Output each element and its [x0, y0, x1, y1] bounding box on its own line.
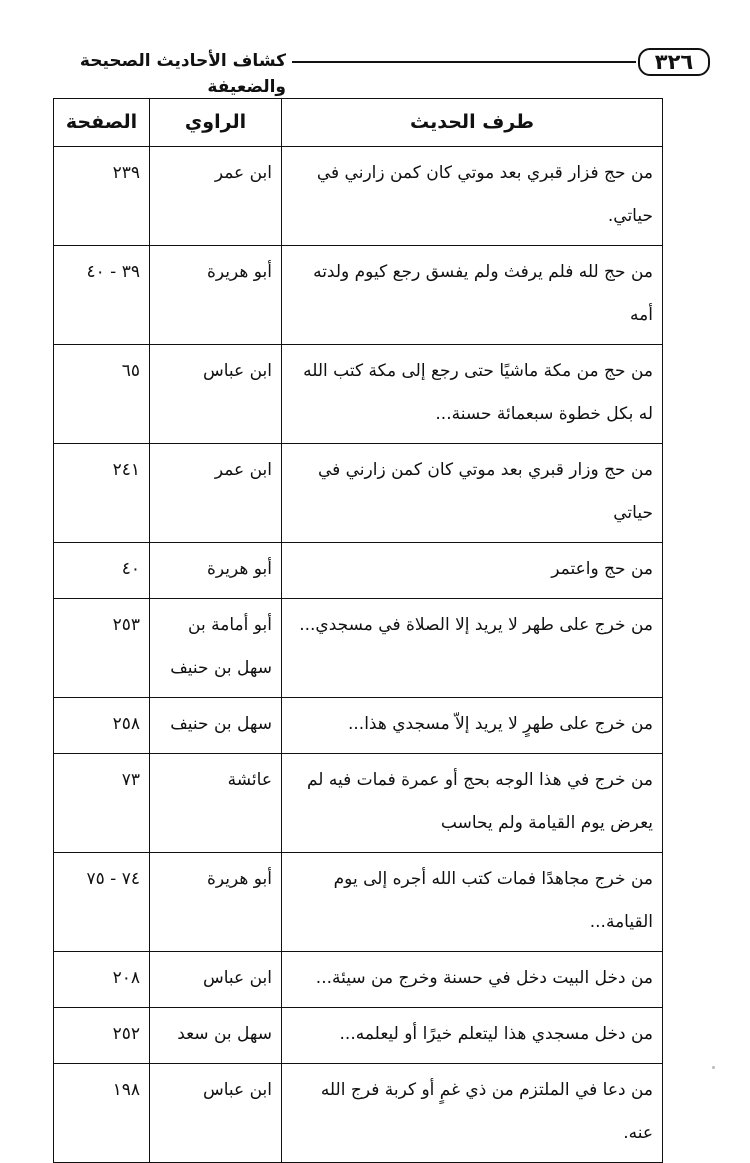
- narrator: عائشة: [150, 754, 282, 853]
- narrator: ابن عباس: [150, 952, 282, 1008]
- hadith-text: من حج واعتمر: [282, 543, 663, 599]
- hadith-text: من خرج على طهرٍ لا يريد إلاّ مسجدي هذا...: [282, 698, 663, 754]
- table-row: [54, 754, 663, 853]
- table-row: [54, 444, 663, 543]
- table-row: [54, 698, 663, 754]
- hadith-text: من خرج مجاهدًا فمات كتب الله أجره إلى يوم القيامة...: [282, 853, 663, 952]
- hadith-text: من دخل مسجدي هذا ليتعلم خيرًا أو ليعلمه...: [282, 1008, 663, 1064]
- hadith-text: من حج من مكة ماشيًا حتى رجع إلى مكة كتب الله له بكل خطوة سبعمائة حسنة...: [282, 345, 663, 444]
- hadith-text: من حج وزار قبري بعد موتي كان كمن زارني في حياتي: [282, 444, 663, 543]
- hadith-text: من حج فزار قبري بعد موتي كان كمن زارني في حياتي.: [282, 147, 663, 246]
- table-row: [54, 345, 663, 444]
- narrator: أبو هريرة: [150, 853, 282, 952]
- table-header-row: [54, 99, 663, 147]
- page-ref: ٢٥٨: [54, 698, 150, 754]
- narrator: أبو هريرة: [150, 543, 282, 599]
- narrator: ابن عمر: [150, 444, 282, 543]
- table-row: [54, 246, 663, 345]
- page-ref: ٤٠: [54, 543, 150, 599]
- hadith-index-table: [53, 98, 663, 1163]
- table-row: [54, 543, 663, 599]
- table-row: [54, 599, 663, 698]
- column-header-page: الصفحة: [54, 99, 150, 147]
- column-header-narrator: الراوي: [150, 99, 282, 147]
- narrator: سهل بن سعد: [150, 1008, 282, 1064]
- page-ref: ٢٥٣: [54, 599, 150, 698]
- page-ref: ٢٣٩: [54, 147, 150, 246]
- column-header-hadith: طرف الحديث: [282, 99, 663, 147]
- page-ref: ٧٣: [54, 754, 150, 853]
- table-row: [54, 1064, 663, 1163]
- book-title: كشاف الأحاديث الصحيحة والضعيفة: [79, 51, 286, 97]
- hadith-text: من حج لله فلم يرفث ولم يفسق رجع كيوم ولدته أمه: [282, 246, 663, 345]
- page-ref: ٦٥: [54, 345, 150, 444]
- narrator: أبو أمامة بن سهل بن حنيف: [150, 599, 282, 698]
- narrator: ابن عباس: [150, 1064, 282, 1163]
- page-ref: ٧٤ - ٧٥: [54, 853, 150, 952]
- scan-speck: [712, 1066, 715, 1069]
- hadith-text: من خرج في هذا الوجه بحج أو عمرة فمات فيه لم يعرض يوم القيامة ولم يحاسب: [282, 754, 663, 853]
- running-header: [30, 44, 710, 97]
- table-row: [54, 952, 663, 1008]
- page-ref: ١٩٨: [54, 1064, 150, 1163]
- narrator: ابن عباس: [150, 345, 282, 444]
- hadith-text: من خرج على طهر لا يريد إلا الصلاة في مسجدي...: [282, 599, 663, 698]
- narrator: أبو هريرة: [150, 246, 282, 345]
- page-number: ٣٢٦: [638, 48, 710, 76]
- narrator: ابن عمر: [150, 147, 282, 246]
- table-row: [54, 1008, 663, 1064]
- hadith-text: من دخل البيت دخل في حسنة وخرج من سيئة...: [282, 952, 663, 1008]
- hadith-text: من دعا في الملتزم من ذي غمٍ أو كربة فرج الله عنه.: [282, 1064, 663, 1163]
- page-ref: ٢٥٢: [54, 1008, 150, 1064]
- page-ref: ٢٤١: [54, 444, 150, 543]
- narrator: سهل بن حنيف: [150, 698, 282, 754]
- header-rule: [292, 61, 636, 63]
- table-row: [54, 853, 663, 952]
- page-ref: ٢٠٨: [54, 952, 150, 1008]
- table-row: [54, 147, 663, 246]
- page-ref: ٣٩ - ٤٠: [54, 246, 150, 345]
